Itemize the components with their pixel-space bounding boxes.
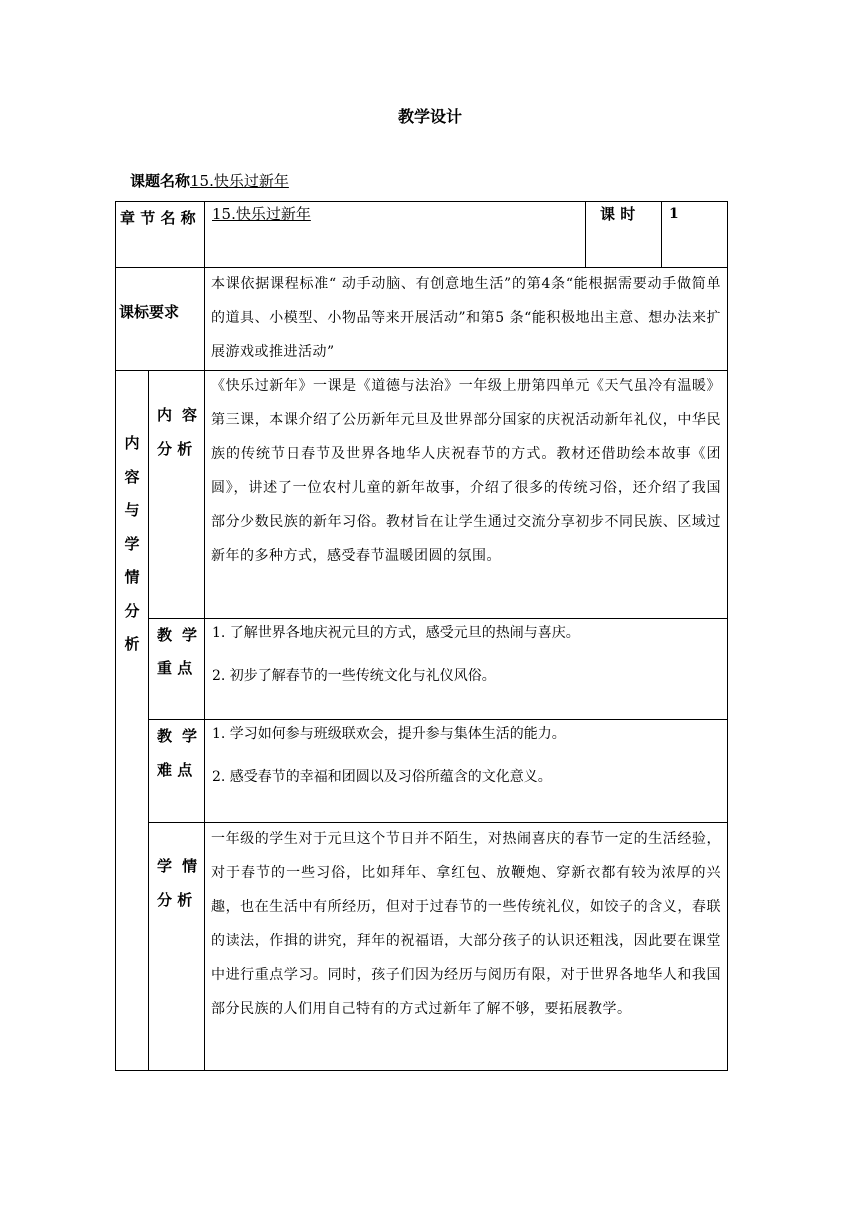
student-analysis-label: 学 情 分 析 (157, 857, 197, 909)
standards-text: 本课依据课程标准“ 动手动脑、有创意地生活”的第4条“能根据需要动手做简单的道具、小模型、小物品等来开展活动”和第5 条“能积极地出主意、想办法来扩展游戏或推进活动” (211, 276, 721, 360)
chapter-value: 15.快乐过新年 (212, 205, 311, 223)
difficulties-label: 教 学 难 点 (157, 727, 197, 779)
course-title-line (130, 170, 289, 191)
difficulties-list (212, 723, 722, 788)
section-label: 内容与学情分析 (124, 434, 140, 653)
chapter-label: 章 节 名 称 (120, 209, 196, 227)
difficulty-item: 1. 学习如何参与班级联欢会，提升参与集体生活的能力。 (212, 726, 566, 742)
difficulty-item: 2. 感受春节的幸福和团圆以及习俗所蕴含的文化意义。 (212, 769, 552, 785)
page-title: 教学设计 (397, 107, 462, 126)
key-points-label: 教 学 重 点 (157, 626, 197, 677)
key-point-item: 2. 初步了解春节的一些传统文化与礼仪风俗。 (212, 668, 496, 684)
content-analysis-text: 《快乐过新年》一课是《道德与法治》一年级上册第四单元《天气虽冷有温暖》第三课，本课介绍了公历新年元旦及世界部分国家的庆祝活动新年礼仪，中华民族的传统节日春节及世界各地华人庆祝春节的方式。教材还借助绘本故事《团圆》，讲述了一位农村儿童的新年故事，介绍了很多的传统习俗，还介绍了我国部分少数民族的新年习俗。教材旨在让学生通过交流分享初步不同民族、区域过新年的多种方式，感受春节温暖团圆的氛围。 (211, 378, 721, 564)
period-value: 1 (669, 206, 679, 222)
content-analysis-label: 内 容 分 析 (157, 406, 197, 458)
student-analysis-text: 一年级的学生对于元旦这个节日并不陌生，对热闹喜庆的春节一定的生活经验，对于春节的一些习俗，比如拜年、拿红包、放鞭炮、穿新衣都有较为浓厚的兴趣，也在生活中有所经历，但对于过春节的一些传统礼仪，如饺子的含义，春联的读法，作揖的讲究，拜年的祝福语，大部分孩子的认识还粗浅，因此要在课堂中进行重点学习。同时，孩子们因为经历与阅历有限，对于世界各地华人和我国部分民族的人们用自己特有的方式过新年了解不够，要拓展教学。 (211, 831, 721, 1017)
key-points-list (212, 622, 722, 687)
standards-label: 课标要求 (119, 303, 180, 321)
course-value: 15.快乐过新年 (190, 172, 289, 190)
period-label: 课 时 (600, 205, 636, 223)
course-label: 课题名称 (130, 172, 191, 190)
key-point-item: 1. 了解世界各地庆祝元旦的方式，感受元旦的热闹与喜庆。 (212, 625, 580, 641)
